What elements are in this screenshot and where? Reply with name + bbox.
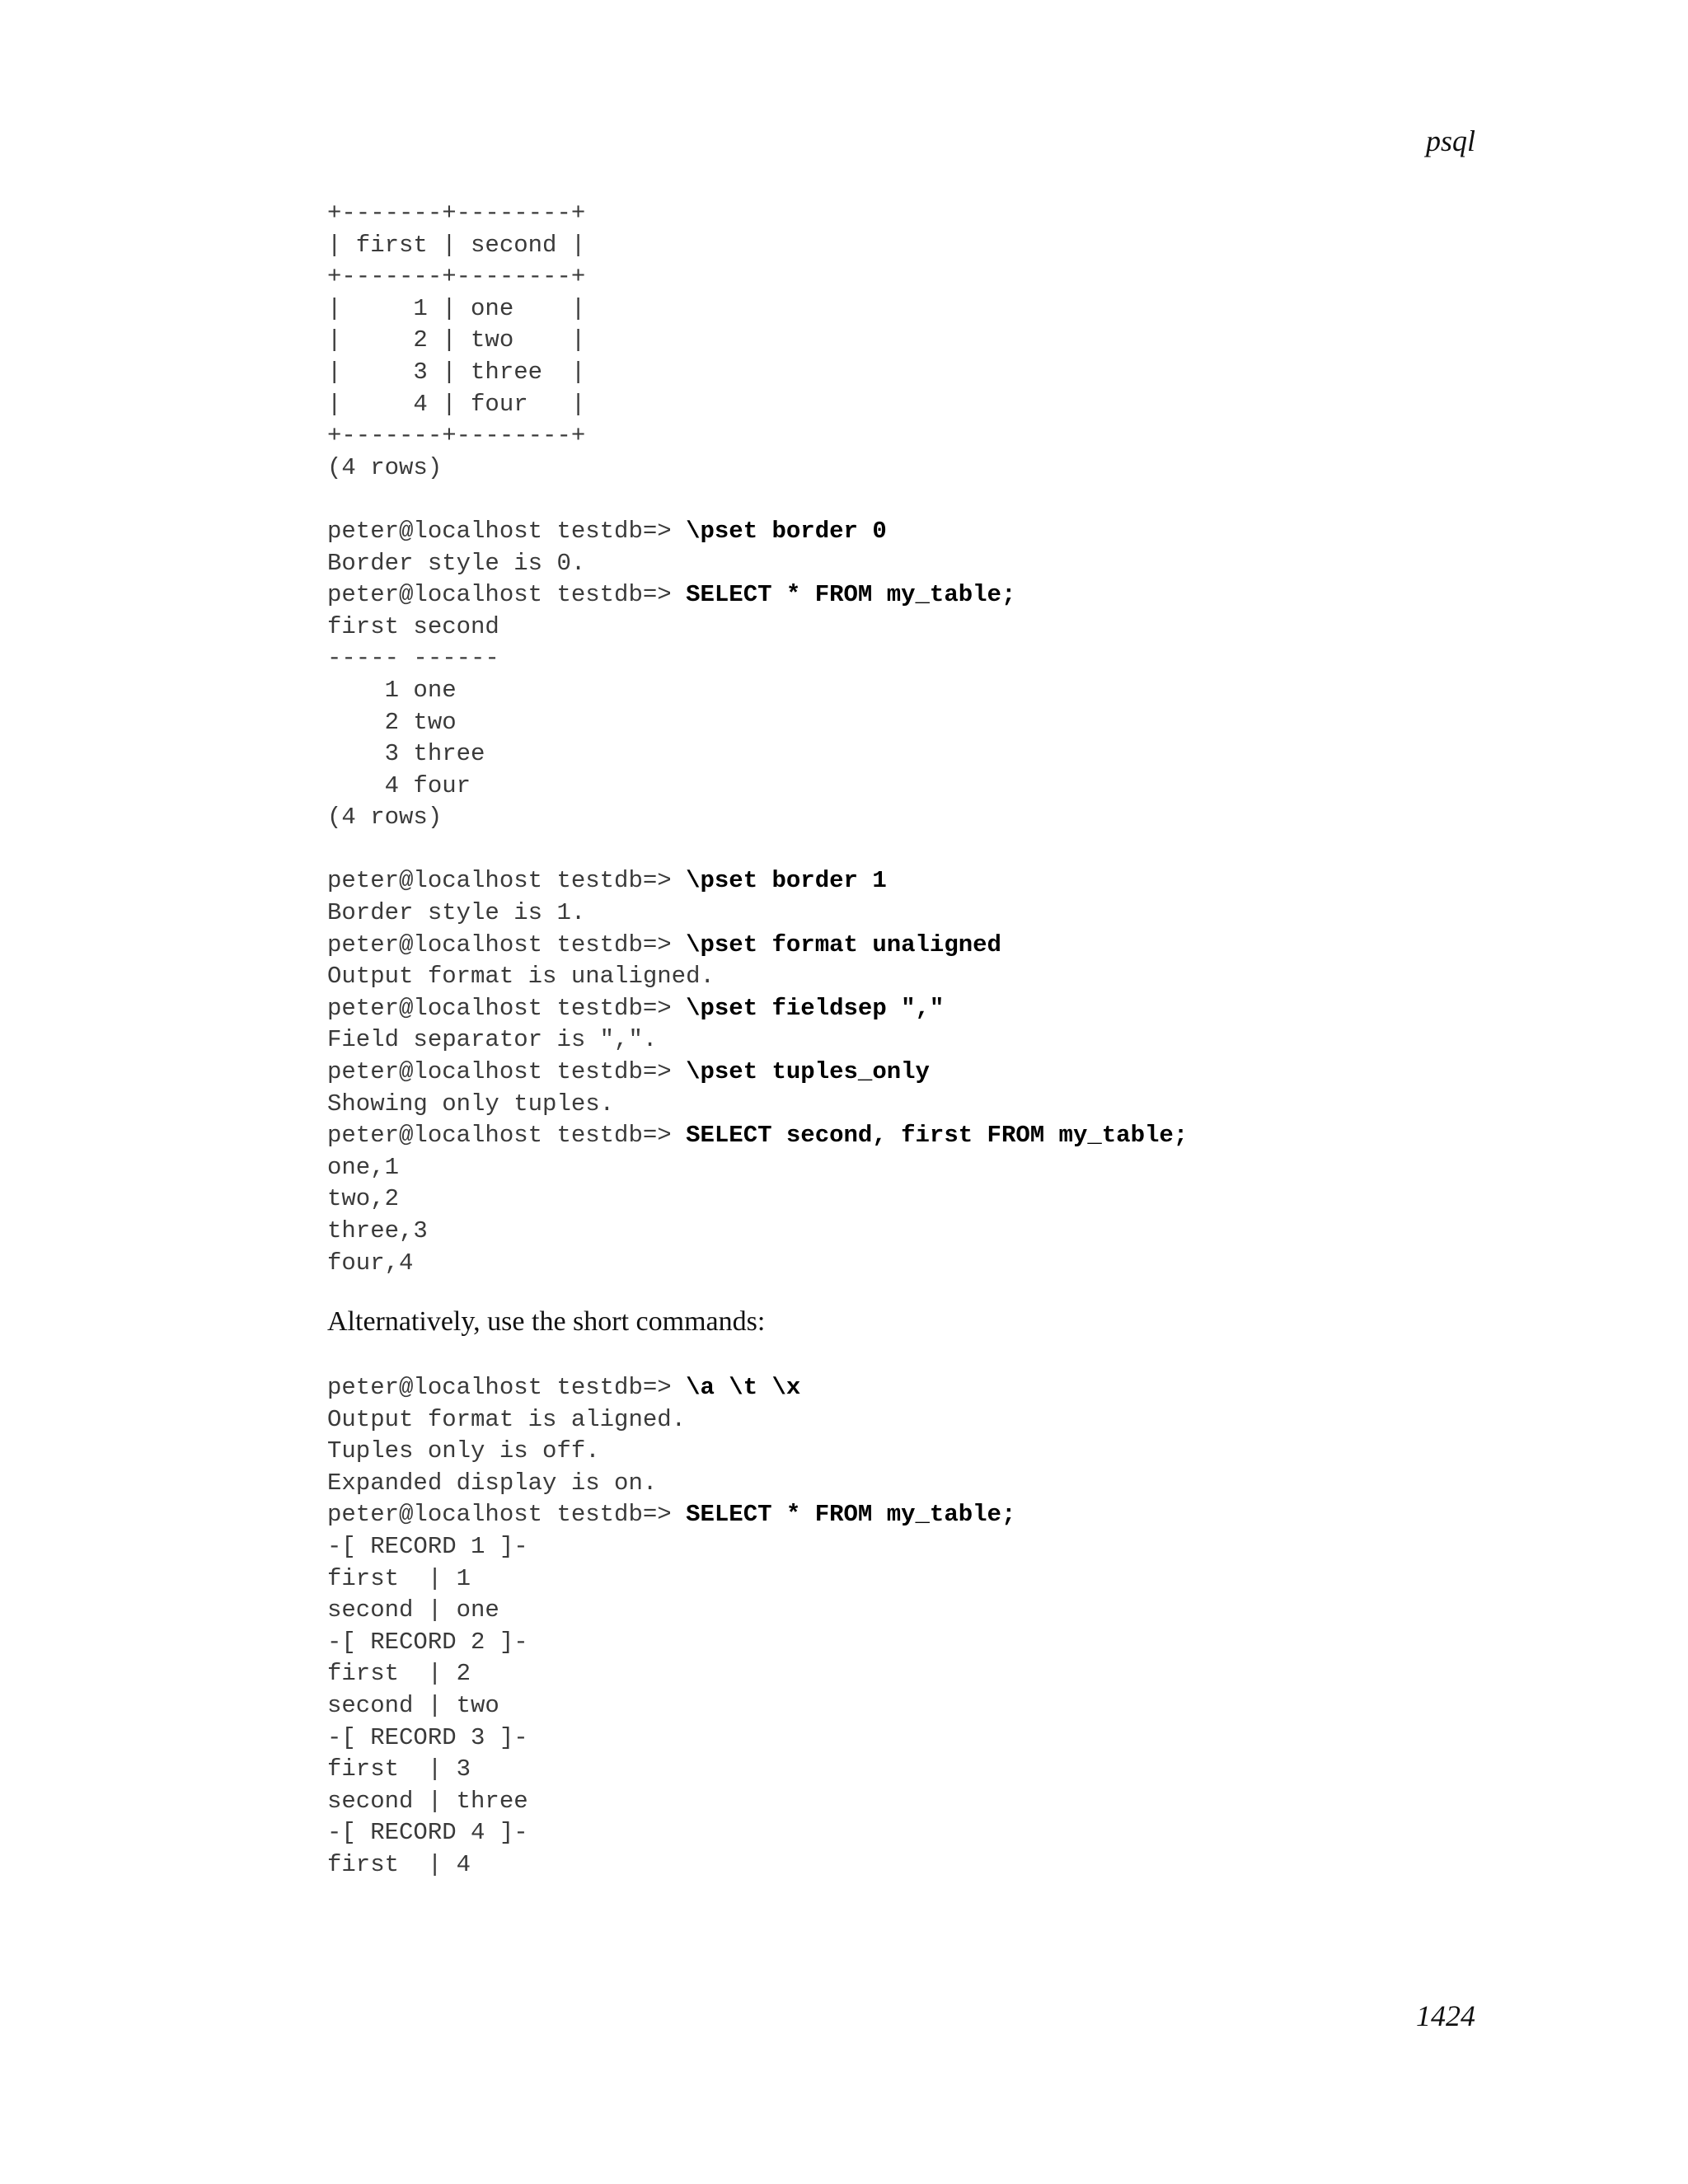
output-line: +-------+--------+ <box>327 199 586 227</box>
shell-prompt: peter@localhost testdb=> <box>327 867 687 895</box>
command-line <box>327 1499 1015 1531</box>
output-line: | first | second | <box>327 231 586 259</box>
command-text: SELECT * FROM my_table; <box>686 1501 1016 1529</box>
command-line <box>327 1120 1188 1152</box>
output-line: first | 4 <box>327 1850 471 1878</box>
shell-prompt: peter@localhost testdb=> <box>327 1501 687 1529</box>
command-text: \pset border 0 <box>686 517 887 545</box>
output-line: | 1 | one | <box>327 294 586 322</box>
output-line: 3 three <box>327 740 485 768</box>
output-line: +-------+--------+ <box>327 263 586 291</box>
output-line: Showing only tuples. <box>327 1090 615 1118</box>
command-text: SELECT * FROM my_table; <box>686 581 1016 609</box>
output-line: -[ RECORD 2 ]- <box>327 1628 528 1656</box>
shell-prompt: peter@localhost testdb=> <box>327 994 687 1022</box>
output-line: (4 rows) <box>327 453 443 481</box>
command-text: SELECT second, first FROM my_table; <box>686 1122 1189 1150</box>
output-line <box>327 834 1188 866</box>
shell-prompt: peter@localhost testdb=> <box>327 930 687 958</box>
output-line: | 2 | two | <box>327 326 586 354</box>
output-line: Expanded display is on. <box>327 1469 658 1497</box>
command-text: \pset format unaligned <box>686 930 1001 958</box>
command-line <box>327 516 1188 548</box>
command-line <box>327 930 1188 962</box>
output-line: (4 rows) <box>327 804 443 832</box>
output-line: one,1 <box>327 1153 400 1181</box>
output-line: 4 four <box>327 771 471 799</box>
output-line: -[ RECORD 4 ]- <box>327 1819 528 1847</box>
output-line: two,2 <box>327 1185 400 1213</box>
shell-prompt: peter@localhost testdb=> <box>327 1374 687 1401</box>
output-line: -[ RECORD 3 ]- <box>327 1723 528 1751</box>
output-line: | 4 | four | <box>327 390 586 418</box>
output-line: three,3 <box>327 1217 428 1244</box>
command-line <box>327 1057 1188 1089</box>
command-line <box>327 1372 1015 1404</box>
output-line: -[ RECORD 1 ]- <box>327 1532 528 1560</box>
output-line: first | 3 <box>327 1755 471 1783</box>
output-line: | 3 | three | <box>327 358 586 386</box>
command-text: \pset border 1 <box>686 867 887 895</box>
command-line <box>327 865 1188 898</box>
output-line: four,4 <box>327 1249 414 1277</box>
output-line: second | two <box>327 1691 499 1719</box>
output-line: ----- ------ <box>327 644 499 673</box>
output-line: 2 two <box>327 708 457 736</box>
output-line <box>327 484 1188 516</box>
output-line: Output format is aligned. <box>327 1405 687 1433</box>
output-line: Field separator is ",". <box>327 1026 658 1054</box>
body-paragraph: Alternatively, use the short commands: <box>327 1306 766 1337</box>
command-line <box>327 993 1188 1025</box>
command-line <box>327 579 1188 612</box>
page-number: 1424 <box>1416 1999 1475 2032</box>
shell-prompt: peter@localhost testdb=> <box>327 1058 687 1086</box>
output-line: Output format is unaligned. <box>327 963 715 991</box>
code-block-short-commands <box>327 1372 1015 1882</box>
command-text: \pset tuples_only <box>686 1058 930 1086</box>
output-line: 1 one <box>327 676 457 704</box>
output-line: Border style is 1. <box>327 899 586 927</box>
output-line: first | 1 <box>327 1564 471 1592</box>
shell-prompt: peter@localhost testdb=> <box>327 1122 687 1150</box>
output-line: Border style is 0. <box>327 549 586 577</box>
shell-prompt: peter@localhost testdb=> <box>327 581 687 609</box>
output-line: second | three <box>327 1787 528 1815</box>
output-line: +-------+--------+ <box>327 422 586 450</box>
code-block-psql-pset-examples <box>327 198 1188 1279</box>
page-header-title: psql <box>1425 124 1475 157</box>
command-text: \pset fieldsep "," <box>686 994 945 1022</box>
output-line: first | 2 <box>327 1660 471 1688</box>
output-line: first second <box>327 612 499 640</box>
shell-prompt: peter@localhost testdb=> <box>327 517 687 545</box>
output-line: Tuples only is off. <box>327 1437 600 1465</box>
output-line: second | one <box>327 1596 499 1624</box>
command-text: \a \t \x <box>686 1374 801 1401</box>
